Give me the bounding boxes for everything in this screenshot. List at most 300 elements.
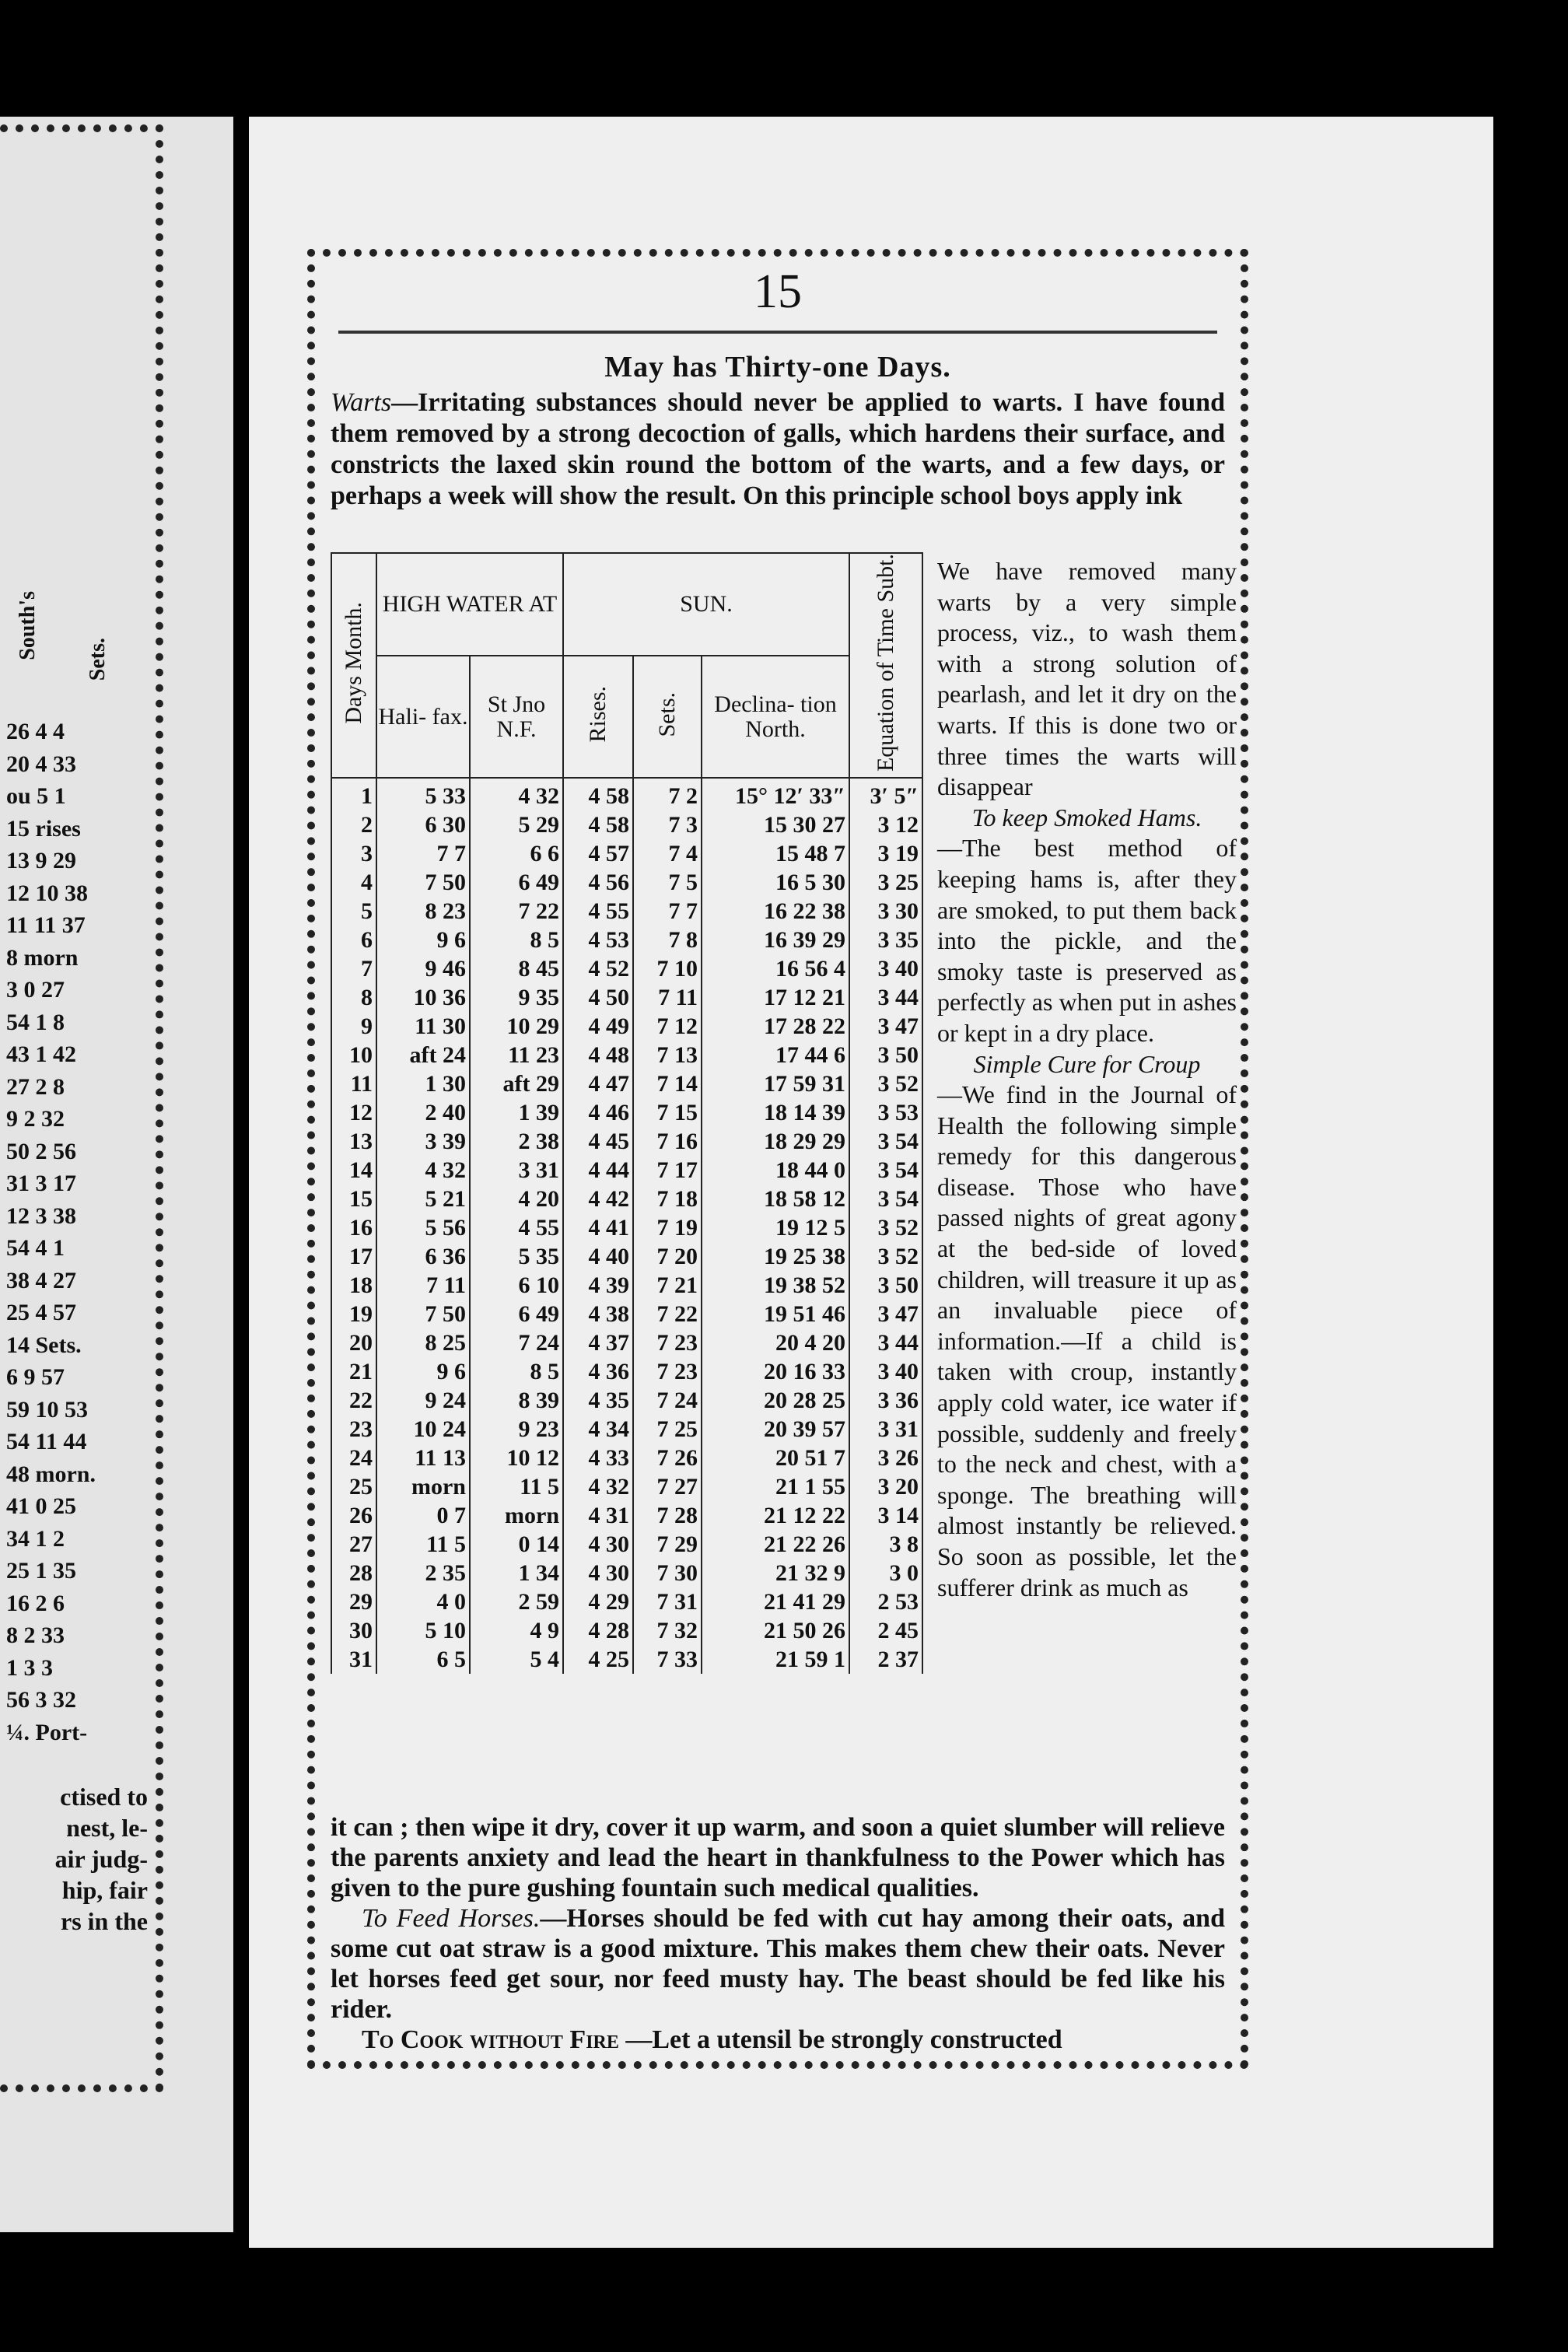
table-cell: 3 53 bbox=[849, 1098, 922, 1127]
left-page-row: 20 4 33 bbox=[6, 751, 76, 777]
table-cell: 4 57 bbox=[563, 839, 633, 868]
table-row bbox=[331, 1559, 922, 1587]
left-page-row: 54 1 8 bbox=[6, 1009, 65, 1035]
table-cell: 2 45 bbox=[849, 1616, 922, 1645]
croup-title: Simple Cure for Croup bbox=[973, 1049, 1201, 1078]
table-row bbox=[331, 1098, 922, 1127]
table-row bbox=[331, 868, 922, 897]
table-cell: 6 6 bbox=[470, 839, 563, 868]
table-cell: 7 20 bbox=[633, 1242, 702, 1271]
table-cell: 3 47 bbox=[849, 1300, 922, 1328]
table-cell: 9 6 bbox=[376, 926, 470, 954]
table-cell: 7 26 bbox=[633, 1444, 702, 1472]
table-cell: 16 56 4 bbox=[702, 954, 849, 983]
croup-continued: it can ; then wipe it dry, cover it up warm, and soon a quiet slumber will relieve the parents anxiety and lead the heart in thankfulness to the Power which has given to the pure gushing fountain such medical qualities. bbox=[331, 1813, 1225, 1902]
side-column bbox=[937, 556, 1237, 1603]
left-page-row: 54 11 44 bbox=[6, 1429, 87, 1454]
table-cell: 7 19 bbox=[633, 1213, 702, 1242]
left-page-row: 6 9 57 bbox=[6, 1364, 65, 1390]
table-cell: 20 4 20 bbox=[702, 1328, 849, 1357]
left-page-row: 3 0 27 bbox=[6, 977, 65, 1003]
table-cell: 11 bbox=[331, 1069, 376, 1098]
table-cell: 6 30 bbox=[376, 810, 470, 839]
table-cell: 21 bbox=[331, 1357, 376, 1386]
table-cell: 2 35 bbox=[376, 1559, 470, 1587]
table-row bbox=[331, 1012, 922, 1041]
header-st-john: St Jno N.F. bbox=[470, 656, 563, 778]
table-cell: 16 39 29 bbox=[702, 926, 849, 954]
table-cell: 7 5 bbox=[633, 868, 702, 897]
table-cell: 4 48 bbox=[563, 1041, 633, 1069]
table-cell: 4 46 bbox=[563, 1098, 633, 1127]
table-cell: 21 50 26 bbox=[702, 1616, 849, 1645]
table-cell: 28 bbox=[331, 1559, 376, 1587]
left-page-row: 54 4 1 bbox=[6, 1235, 65, 1261]
table-row bbox=[331, 1127, 922, 1156]
warts-intro bbox=[331, 387, 1225, 512]
table-cell: 7 23 bbox=[633, 1357, 702, 1386]
croup-text: —We find in the Journal of Health the following simple remedy for this dangerous disease. Those who have passed nights of great agony at the bed-side of loved children, will treasure it up as an invaluable piece of information.—If a child is taken with croup, instantly apply cold water, ice water if possible, suddenly and freely to the neck and chest, with a sponge. The breathing will almost instantly be relieved. So soon as possible, let the sufferer drink as much as bbox=[937, 1080, 1237, 1601]
table-cell: 5 56 bbox=[376, 1213, 470, 1242]
table-cell: 9 46 bbox=[376, 954, 470, 983]
table-cell: 18 58 12 bbox=[702, 1185, 849, 1213]
table-cell: 7 23 bbox=[633, 1328, 702, 1357]
almanac-table-wrap bbox=[331, 552, 922, 1674]
left-page-row: 43 1 42 bbox=[6, 1041, 76, 1067]
table-cell: 18 14 39 bbox=[702, 1098, 849, 1127]
table-cell: 4 40 bbox=[563, 1242, 633, 1271]
horses-text: —Horses should be fed with cut hay among their oats, and some cut oat straw is a good mixture. This makes them chew their oats. Never let horses feed get sour, nor feed musty hay. The beast should be fed like his rider. bbox=[331, 1904, 1225, 2024]
table-cell: 7 30 bbox=[633, 1559, 702, 1587]
table-row bbox=[331, 778, 922, 810]
table-cell: 24 bbox=[331, 1444, 376, 1472]
horses-title: To Feed Horses. bbox=[362, 1904, 541, 1933]
table-cell: 7 33 bbox=[633, 1645, 702, 1674]
left-page-row: 59 10 53 bbox=[6, 1396, 88, 1423]
table-cell: 9 23 bbox=[470, 1415, 563, 1444]
table-cell: 7 8 bbox=[633, 926, 702, 954]
left-page-row: 9 2 32 bbox=[6, 1106, 65, 1132]
table-cell: 9 35 bbox=[470, 983, 563, 1012]
table-row bbox=[331, 897, 922, 926]
table-cell: 4 32 bbox=[376, 1156, 470, 1185]
table-row bbox=[331, 810, 922, 839]
table-cell: 3 39 bbox=[376, 1127, 470, 1156]
table-cell: 6 36 bbox=[376, 1242, 470, 1271]
table-cell: 27 bbox=[331, 1530, 376, 1559]
header-equation: Equation of Time Subt. bbox=[849, 553, 922, 778]
table-cell: 2 59 bbox=[470, 1587, 563, 1616]
table-cell: 10 29 bbox=[470, 1012, 563, 1041]
left-page-row: 48 morn. bbox=[6, 1461, 96, 1487]
table-cell: 9 6 bbox=[376, 1357, 470, 1386]
table-cell: 6 49 bbox=[470, 1300, 563, 1328]
table-cell: 1 34 bbox=[470, 1559, 563, 1587]
table-cell: 8 5 bbox=[470, 1357, 563, 1386]
table-cell: 7 24 bbox=[633, 1386, 702, 1415]
table-row bbox=[331, 1645, 922, 1674]
table-cell: 7 50 bbox=[376, 868, 470, 897]
table-cell: 4 42 bbox=[563, 1185, 633, 1213]
table-cell: 4 bbox=[331, 868, 376, 897]
table-cell: 7 11 bbox=[376, 1271, 470, 1300]
table-cell: 21 32 9 bbox=[702, 1559, 849, 1587]
left-page-row: ¼. Port- bbox=[6, 1719, 88, 1745]
table-row bbox=[331, 1069, 922, 1098]
table-cell: 17 44 6 bbox=[702, 1041, 849, 1069]
table-cell: 7 11 bbox=[633, 983, 702, 1012]
left-page-row: 8 2 33 bbox=[6, 1622, 65, 1648]
table-cell: 3 52 bbox=[849, 1213, 922, 1242]
table-row bbox=[331, 1501, 922, 1530]
table-cell: 3 50 bbox=[849, 1271, 922, 1300]
table-row bbox=[331, 1328, 922, 1357]
table-cell: 7 13 bbox=[633, 1041, 702, 1069]
table-row bbox=[331, 1041, 922, 1069]
table-cell: 7 bbox=[331, 954, 376, 983]
table-cell: 4 32 bbox=[563, 1472, 633, 1501]
table-cell: 4 47 bbox=[563, 1069, 633, 1098]
table-cell: 3′ 5″ bbox=[849, 778, 922, 810]
cook-paragraph bbox=[331, 2025, 1225, 2055]
table-cell: 10 36 bbox=[376, 983, 470, 1012]
table-row bbox=[331, 1472, 922, 1501]
table-cell: 19 51 46 bbox=[702, 1300, 849, 1328]
table-cell: 20 51 7 bbox=[702, 1444, 849, 1472]
table-cell: 9 bbox=[331, 1012, 376, 1041]
table-cell: 7 28 bbox=[633, 1501, 702, 1530]
table-cell: 11 13 bbox=[376, 1444, 470, 1472]
table-cell: 3 44 bbox=[849, 1328, 922, 1357]
table-cell: 31 bbox=[331, 1645, 376, 1674]
table-row bbox=[331, 1185, 922, 1213]
table-cell: 4 39 bbox=[563, 1271, 633, 1300]
left-page-row: 11 11 37 bbox=[6, 912, 86, 938]
table-cell: 17 28 22 bbox=[702, 1012, 849, 1041]
table-cell: 10 24 bbox=[376, 1415, 470, 1444]
table-cell: 4 55 bbox=[470, 1213, 563, 1242]
left-page-row: 50 2 56 bbox=[6, 1138, 76, 1164]
table-cell: 16 bbox=[331, 1213, 376, 1242]
table-cell: aft 24 bbox=[376, 1041, 470, 1069]
hams-title: To keep Smoked Hams. bbox=[971, 803, 1202, 831]
table-cell: 4 37 bbox=[563, 1328, 633, 1357]
table-cell: 0 14 bbox=[470, 1530, 563, 1559]
table-cell: 4 58 bbox=[563, 810, 633, 839]
table-cell: 17 12 21 bbox=[702, 983, 849, 1012]
table-cell: 10 12 bbox=[470, 1444, 563, 1472]
table-cell: 4 50 bbox=[563, 983, 633, 1012]
left-page-row: 25 4 57 bbox=[6, 1300, 76, 1325]
left-page-row: 13 9 29 bbox=[6, 848, 76, 873]
table-cell: aft 29 bbox=[470, 1069, 563, 1098]
table-cell: 3 44 bbox=[849, 983, 922, 1012]
table-cell: 7 17 bbox=[633, 1156, 702, 1185]
table-cell: morn bbox=[376, 1472, 470, 1501]
table-cell: 7 24 bbox=[470, 1328, 563, 1357]
table-cell: 9 24 bbox=[376, 1386, 470, 1415]
table-cell: 19 bbox=[331, 1300, 376, 1328]
warts-intro-text: —Irritating substances should never be applied to warts. I have found them removed by a strong decoction of galls, which hardens their surface, and constricts the laxed skin round the bottom of the warts, and a few days, or perhaps a week will show the result. On this principle school boys apply ink bbox=[331, 388, 1225, 510]
table-cell: 8 bbox=[331, 983, 376, 1012]
left-page-row: 25 1 35 bbox=[6, 1558, 76, 1584]
header-rises: Rises. bbox=[563, 656, 633, 778]
table-cell: 15 30 27 bbox=[702, 810, 849, 839]
table-cell: 4 25 bbox=[563, 1645, 633, 1674]
table-cell: 2 bbox=[331, 810, 376, 839]
table-cell: 3 20 bbox=[849, 1472, 922, 1501]
table-cell: 4 53 bbox=[563, 926, 633, 954]
table-cell: 2 37 bbox=[849, 1645, 922, 1674]
table-cell: 7 22 bbox=[633, 1300, 702, 1328]
table-cell: 6 10 bbox=[470, 1271, 563, 1300]
table-cell: 14 bbox=[331, 1156, 376, 1185]
table-cell: 3 bbox=[331, 839, 376, 868]
header-sets: Sets. bbox=[633, 656, 702, 778]
table-cell: 5 33 bbox=[376, 778, 470, 810]
table-cell: 3 14 bbox=[849, 1501, 922, 1530]
table-cell: 8 25 bbox=[376, 1328, 470, 1357]
table-cell: 3 52 bbox=[849, 1069, 922, 1098]
almanac-table-body bbox=[331, 778, 922, 1674]
table-cell: 18 44 0 bbox=[702, 1156, 849, 1185]
left-page-row: 16 2 6 bbox=[6, 1590, 65, 1616]
table-cell: 3 35 bbox=[849, 926, 922, 954]
warts-lead: Warts bbox=[331, 388, 392, 417]
table-row bbox=[331, 1300, 922, 1328]
bottom-text bbox=[331, 1812, 1225, 2055]
table-cell: 19 38 52 bbox=[702, 1271, 849, 1300]
table-row bbox=[331, 839, 922, 868]
table-cell: 21 41 29 bbox=[702, 1587, 849, 1616]
table-row bbox=[331, 1386, 922, 1415]
table-cell: 3 40 bbox=[849, 954, 922, 983]
table-cell: 4 29 bbox=[563, 1587, 633, 1616]
table-cell: 7 25 bbox=[633, 1415, 702, 1444]
left-page-fragment: air judg- bbox=[54, 1845, 148, 1873]
page-number: 15 bbox=[754, 265, 802, 318]
table-cell: 1 39 bbox=[470, 1098, 563, 1127]
table-cell: 19 12 5 bbox=[702, 1213, 849, 1242]
table-cell: 4 20 bbox=[470, 1185, 563, 1213]
table-cell: 3 25 bbox=[849, 868, 922, 897]
table-cell: 21 59 1 bbox=[702, 1645, 849, 1674]
table-cell: 7 14 bbox=[633, 1069, 702, 1098]
page-frame bbox=[307, 249, 1248, 2069]
table-cell: 7 12 bbox=[633, 1012, 702, 1041]
table-cell: 7 22 bbox=[470, 897, 563, 926]
table-cell: 1 bbox=[331, 778, 376, 810]
table-cell: morn bbox=[470, 1501, 563, 1530]
table-cell: 21 22 26 bbox=[702, 1530, 849, 1559]
left-page-fragment: rs in the bbox=[61, 1907, 148, 1935]
table-cell: 4 28 bbox=[563, 1616, 633, 1645]
table-cell: 18 bbox=[331, 1271, 376, 1300]
table-cell: 7 7 bbox=[633, 897, 702, 926]
table-cell: 7 7 bbox=[376, 839, 470, 868]
table-row bbox=[331, 983, 922, 1012]
table-cell: 11 5 bbox=[376, 1530, 470, 1559]
left-page-row: 34 1 2 bbox=[6, 1525, 65, 1552]
table-cell: 3 50 bbox=[849, 1041, 922, 1069]
header-days-month: Days Month. bbox=[331, 553, 376, 778]
table-cell: 4 30 bbox=[563, 1559, 633, 1587]
left-page-fragment: hip, fair bbox=[61, 1876, 148, 1904]
table-cell: 7 31 bbox=[633, 1587, 702, 1616]
table-cell: 2 53 bbox=[849, 1587, 922, 1616]
table-cell: 7 32 bbox=[633, 1616, 702, 1645]
table-cell: 16 22 38 bbox=[702, 897, 849, 926]
table-cell: 7 3 bbox=[633, 810, 702, 839]
header-declination: Declina- tion North. bbox=[702, 656, 849, 778]
table-cell: 2 38 bbox=[470, 1127, 563, 1156]
table-cell: 7 16 bbox=[633, 1127, 702, 1156]
table-cell: 13 bbox=[331, 1127, 376, 1156]
table-cell: 3 12 bbox=[849, 810, 922, 839]
left-page-row: 8 morn bbox=[6, 944, 79, 971]
table-cell: 6 5 bbox=[376, 1645, 470, 1674]
table-cell: 30 bbox=[331, 1616, 376, 1645]
almanac-table bbox=[331, 552, 923, 1674]
table-row bbox=[331, 1616, 922, 1645]
table-cell: 23 bbox=[331, 1415, 376, 1444]
table-cell: 2 40 bbox=[376, 1098, 470, 1127]
table-cell: 4 58 bbox=[563, 778, 633, 810]
table-cell: 10 bbox=[331, 1041, 376, 1069]
table-row bbox=[331, 1242, 922, 1271]
table-cell: 26 bbox=[331, 1501, 376, 1530]
table-cell: 3 36 bbox=[849, 1386, 922, 1415]
left-page-fragment: nest, le- bbox=[66, 1814, 148, 1842]
table-cell: 16 5 30 bbox=[702, 868, 849, 897]
table-cell: 12 bbox=[331, 1098, 376, 1127]
table-cell: 5 29 bbox=[470, 810, 563, 839]
table-cell: 15° 12′ 33″ bbox=[702, 778, 849, 810]
table-cell: 22 bbox=[331, 1386, 376, 1415]
table-cell: 4 55 bbox=[563, 897, 633, 926]
table-cell: 6 bbox=[331, 926, 376, 954]
left-header-sets: Sets. bbox=[86, 638, 110, 681]
table-cell: 21 1 55 bbox=[702, 1472, 849, 1501]
left-page-row: 38 4 27 bbox=[6, 1267, 76, 1293]
table-cell: 7 29 bbox=[633, 1530, 702, 1559]
table-cell: 3 26 bbox=[849, 1444, 922, 1472]
table-row bbox=[331, 954, 922, 983]
left-header-souths: South's bbox=[16, 591, 40, 660]
table-cell: 3 54 bbox=[849, 1156, 922, 1185]
table-cell: 6 49 bbox=[470, 868, 563, 897]
table-cell: 4 30 bbox=[563, 1530, 633, 1559]
table-row bbox=[331, 1587, 922, 1616]
table-row bbox=[331, 1444, 922, 1472]
table-cell: 20 16 33 bbox=[702, 1357, 849, 1386]
table-cell: 8 5 bbox=[470, 926, 563, 954]
table-cell: 4 41 bbox=[563, 1213, 633, 1242]
left-page-row: 15 rises bbox=[6, 815, 81, 842]
left-page-row: 26 4 4 bbox=[6, 719, 65, 744]
table-cell: 7 18 bbox=[633, 1185, 702, 1213]
cook-text: —Let a utensil be strongly constructed bbox=[618, 2025, 1062, 2054]
table-cell: 25 bbox=[331, 1472, 376, 1501]
left-page-fragments bbox=[0, 1781, 148, 1937]
table-cell: 4 49 bbox=[563, 1012, 633, 1041]
left-page-rows bbox=[0, 716, 148, 1748]
left-page-fragment: ctised to bbox=[60, 1783, 148, 1811]
table-cell: 7 50 bbox=[376, 1300, 470, 1328]
table-row bbox=[331, 1271, 922, 1300]
left-page-row: ou 5 1 bbox=[6, 783, 66, 809]
left-page-row: 31 3 17 bbox=[6, 1171, 76, 1196]
table-cell: 19 25 38 bbox=[702, 1242, 849, 1271]
table-cell: 7 4 bbox=[633, 839, 702, 868]
table-cell: 20 39 57 bbox=[702, 1415, 849, 1444]
month-title: May has Thirty-one Days. bbox=[604, 351, 951, 383]
cook-title: To Cook without Fire bbox=[362, 2025, 619, 2054]
header-halifax: Hali- fax. bbox=[376, 656, 470, 778]
table-cell: 5 35 bbox=[470, 1242, 563, 1271]
table-cell: 4 35 bbox=[563, 1386, 633, 1415]
table-row bbox=[331, 926, 922, 954]
table-cell: 8 23 bbox=[376, 897, 470, 926]
table-cell: 4 56 bbox=[563, 868, 633, 897]
table-cell: 3 40 bbox=[849, 1357, 922, 1386]
left-page-row: 27 2 8 bbox=[6, 1073, 65, 1100]
table-cell: 7 15 bbox=[633, 1098, 702, 1127]
left-page-row: 12 3 38 bbox=[6, 1202, 76, 1229]
table-cell: 3 54 bbox=[849, 1185, 922, 1213]
table-cell: 3 19 bbox=[849, 839, 922, 868]
table-cell: 11 5 bbox=[470, 1472, 563, 1501]
left-page-row: 12 10 38 bbox=[6, 880, 88, 906]
table-cell: 3 30 bbox=[849, 897, 922, 926]
left-page-row: 1 3 3 bbox=[6, 1654, 53, 1681]
table-cell: 5 bbox=[331, 897, 376, 926]
table-cell: 3 47 bbox=[849, 1012, 922, 1041]
horses-paragraph bbox=[331, 1903, 1225, 2025]
table-cell: 7 10 bbox=[633, 954, 702, 983]
header-rule bbox=[338, 331, 1217, 334]
table-row bbox=[331, 1213, 922, 1242]
table-cell: 11 23 bbox=[470, 1041, 563, 1069]
table-cell: 7 2 bbox=[633, 778, 702, 810]
table-cell: 7 21 bbox=[633, 1271, 702, 1300]
table-cell: 4 36 bbox=[563, 1357, 633, 1386]
table-cell: 1 30 bbox=[376, 1069, 470, 1098]
table-cell: 18 29 29 bbox=[702, 1127, 849, 1156]
table-cell: 29 bbox=[331, 1587, 376, 1616]
table-cell: 4 33 bbox=[563, 1444, 633, 1472]
table-cell: 3 0 bbox=[849, 1559, 922, 1587]
table-cell: 15 48 7 bbox=[702, 839, 849, 868]
table-cell: 3 31 bbox=[470, 1156, 563, 1185]
table-cell: 5 4 bbox=[470, 1645, 563, 1674]
table-cell: 17 bbox=[331, 1242, 376, 1271]
table-cell: 8 39 bbox=[470, 1386, 563, 1415]
table-cell: 4 44 bbox=[563, 1156, 633, 1185]
table-cell: 20 28 25 bbox=[702, 1386, 849, 1415]
table-cell: 4 0 bbox=[376, 1587, 470, 1616]
table-cell: 20 bbox=[331, 1328, 376, 1357]
table-row bbox=[331, 1530, 922, 1559]
table-cell: 7 27 bbox=[633, 1472, 702, 1501]
table-cell: 3 52 bbox=[849, 1242, 922, 1271]
table-cell: 11 30 bbox=[376, 1012, 470, 1041]
table-cell: 17 59 31 bbox=[702, 1069, 849, 1098]
table-cell: 4 32 bbox=[470, 778, 563, 810]
table-cell: 4 45 bbox=[563, 1127, 633, 1156]
hams-text: —The best method of keeping hams is, after they are smoked, to put them back into the pickle, and the smoky taste is preserved as perfectly as when put in ashes or kept in a dry place. bbox=[937, 834, 1237, 1047]
table-cell: 5 10 bbox=[376, 1616, 470, 1645]
